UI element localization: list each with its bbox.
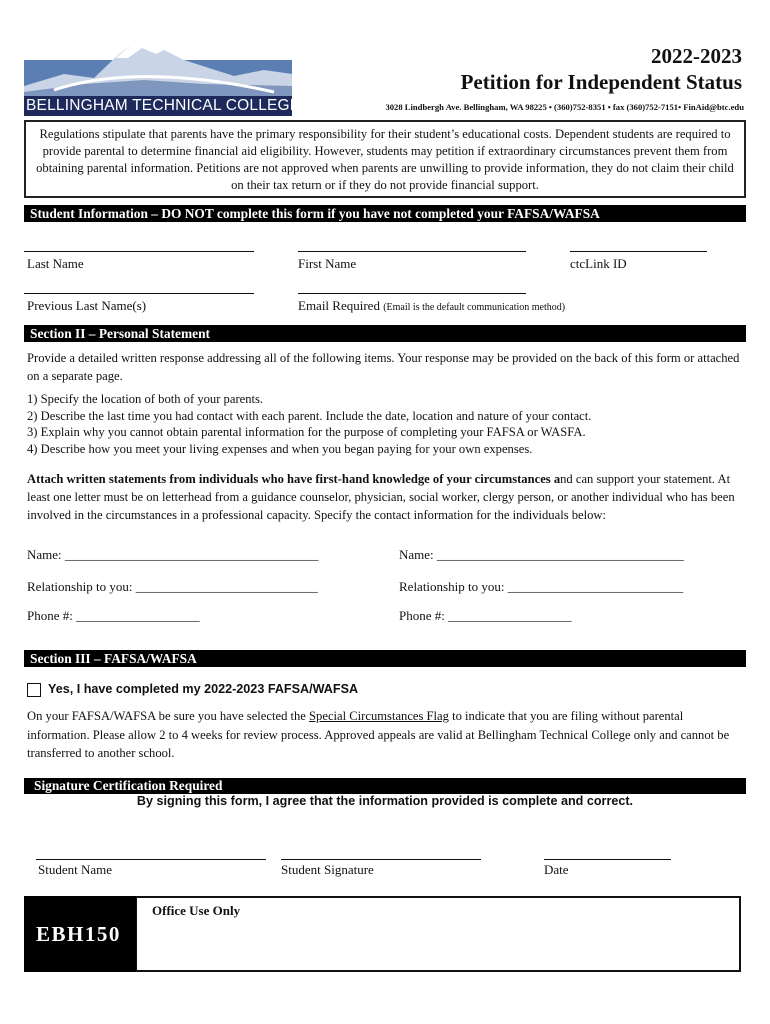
fafsa-text-after: to indicate that you are filing without parental information. Please allow 2 to 4 weeks for review process. Approved appeals are valid at Bellingham Technical College only and cannot be transferred to another school. bbox=[27, 709, 730, 760]
list-item: 2) Describe the last time you had contact with each parent. Include the date, location and nature of your contact. bbox=[27, 408, 592, 423]
last-name-field[interactable] bbox=[24, 251, 254, 252]
office-use-label: Office Use Only bbox=[152, 903, 241, 918]
previous-last-name-label: Previous Last Name(s) bbox=[27, 298, 147, 313]
contact-1-relationship-field[interactable]: Relationship to you: ____________________________ bbox=[27, 579, 318, 594]
contact-2-phone-field[interactable]: Phone #: ___________________ bbox=[399, 608, 572, 623]
contact-2-name-field[interactable]: Name: ______________________________________ bbox=[399, 547, 684, 562]
contact-1-name-field[interactable]: Name: _______________________________________ bbox=[27, 547, 319, 562]
first-name-label: First Name bbox=[298, 256, 357, 271]
section-2-intro: Provide a detailed written response addressing all of the following items. Your response may be provided on the back of this form or attached on a separate page. bbox=[27, 351, 740, 383]
fafsa-text-before: On your FAFSA/WAFSA be sure you have selected the bbox=[27, 709, 310, 723]
student-signature-label: Student Signature bbox=[281, 862, 374, 877]
previous-last-name-field[interactable] bbox=[24, 293, 254, 294]
ctclink-id-field[interactable] bbox=[570, 251, 707, 252]
list-item: 1) Specify the location of both of your parents. bbox=[27, 392, 264, 406]
special-circumstances-flag: Special Circumstances Flag bbox=[309, 709, 449, 723]
signature-agreement: By signing this form, I agree that the information provided is complete and correct. bbox=[136, 794, 634, 808]
regulations-notice: Regulations stipulate that parents have the primary responsibility for their student’s educational costs. Dependent students are required to provide parental to determine financial aid eligibility. However, students may petition if extraordinary circumstances prevent them from obtaining parental information. Petitions are not approved when parents are unwilling to provide information, they do not claim their child on their tax return or if they do not provide financial support. bbox=[24, 120, 746, 198]
date-label: Date bbox=[544, 862, 569, 877]
student-name-field[interactable] bbox=[36, 859, 266, 860]
attach-statement-paragraph bbox=[27, 470, 747, 524]
email-required-text: Email Required bbox=[298, 298, 380, 313]
college-address: 3028 Lindbergh Ave. Bellingham, WA 98225 • (360)752-8351 • fax (360)752-7151• FinAid@btc.edu bbox=[385, 102, 744, 112]
fafsa-completed-label: Yes, I have completed my 2022-2023 FAFSA/WAFSA bbox=[48, 682, 359, 696]
section-2-heading: Section II – Personal Statement bbox=[24, 325, 746, 342]
date-field[interactable] bbox=[544, 859, 671, 860]
first-name-field[interactable] bbox=[298, 251, 526, 252]
ctclink-id-label: ctcLink ID bbox=[570, 256, 627, 271]
form-year: 2022-2023 bbox=[651, 44, 742, 68]
section-2-items bbox=[27, 391, 747, 457]
last-name-label: Last Name bbox=[27, 256, 84, 271]
contact-2-relationship-field[interactable]: Relationship to you: ___________________________ bbox=[399, 579, 684, 594]
fafsa-completed-checkbox[interactable] bbox=[27, 683, 41, 697]
student-signature-field[interactable] bbox=[281, 859, 481, 860]
email-note: (Email is the default communication method) bbox=[383, 302, 566, 313]
attach-statement-text: nd can support your statement. At least one letter must be on letterhead from a guidance counselor, physician, social worker, clergy person, or another individual who has been involved in the circumstances in a professional capacity. Specify the contact information for the individuals below: bbox=[27, 472, 735, 522]
contact-1-phone-field[interactable]: Phone #: ___________________ bbox=[27, 608, 200, 623]
fafsa-instructions bbox=[27, 707, 747, 763]
email-label bbox=[298, 298, 565, 314]
section-3-heading: Section III – FAFSA/WAFSA bbox=[24, 650, 746, 667]
form-title: Petition for Independent Status bbox=[460, 70, 742, 94]
list-item: 3) Explain why you cannot obtain parental information for the purpose of completing your FAFSA or WASFA. bbox=[27, 425, 586, 439]
student-info-heading: Student Information – DO NOT complete this form if you have not completed your FAFSA/WAFSA bbox=[24, 205, 746, 222]
college-name-banner: BELLINGHAM TECHNICAL COLLEGE bbox=[26, 97, 301, 114]
attach-statement-bold: Attach written statements from individuals who have first-hand knowledge of your circumstances a bbox=[27, 472, 561, 486]
list-item: 4) Describe how you meet your living expenses and when you began paying for your own expenses. bbox=[27, 441, 533, 456]
form-code: EBH150 bbox=[24, 896, 136, 972]
signature-heading: Signature Certification Required bbox=[24, 778, 746, 794]
student-name-label: Student Name bbox=[38, 862, 113, 877]
email-field[interactable] bbox=[298, 293, 526, 294]
